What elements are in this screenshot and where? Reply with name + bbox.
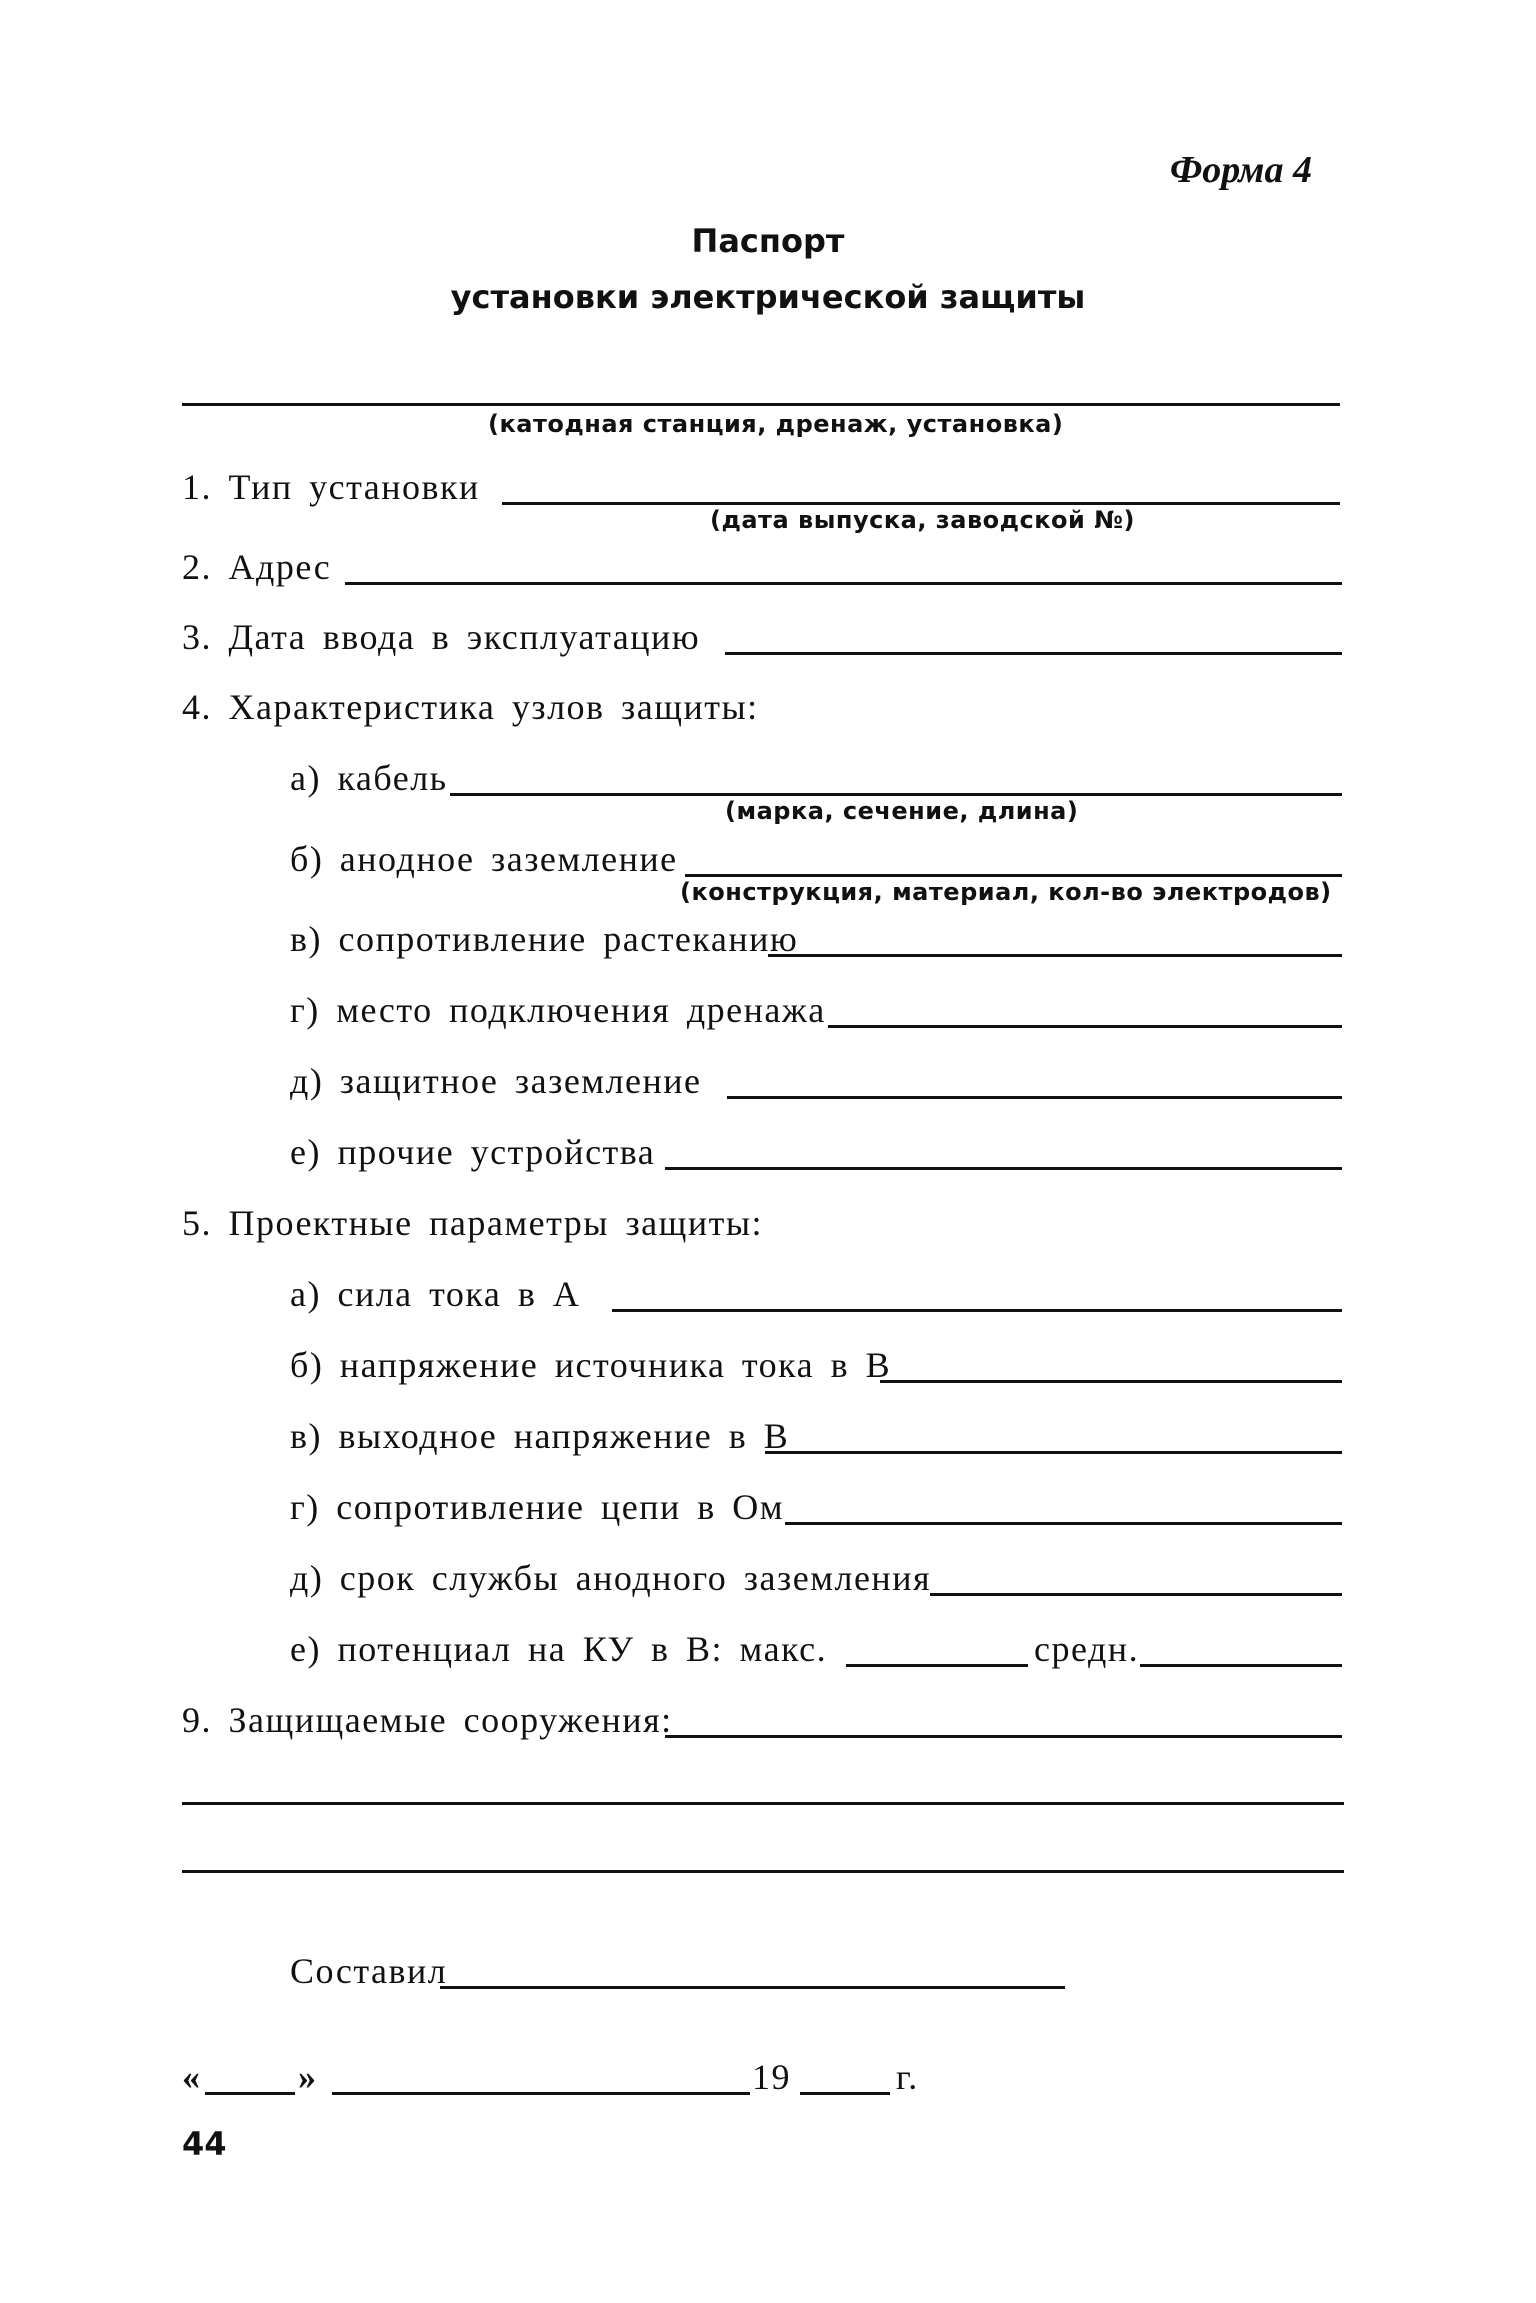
item-5d-label: д) срок службы анодного заземления bbox=[290, 1558, 932, 1598]
page-number: 44 bbox=[182, 2125, 227, 2163]
item-4-label: 4. Характеристика узлов защиты: bbox=[182, 687, 759, 727]
compiled-by-label: Составил bbox=[290, 1951, 448, 1991]
item-4b-line[interactable] bbox=[685, 874, 1342, 877]
item-4a-label: а) кабель bbox=[290, 758, 448, 798]
item-4e-label: е) прочие устройства bbox=[290, 1132, 656, 1172]
date-year-prefix: 19 bbox=[752, 2057, 791, 2097]
date-day-line[interactable] bbox=[205, 2092, 295, 2095]
compiled-by-line[interactable] bbox=[440, 1986, 1065, 1989]
item-4b-label: б) анодное заземление bbox=[290, 839, 678, 879]
item-5a-label: а) сила тока в А bbox=[290, 1274, 581, 1314]
item-9-label: 9. Защищаемые сооружения: bbox=[182, 1700, 673, 1740]
item-4d-label: д) защитное заземление bbox=[290, 1061, 702, 1101]
item-4b-caption: (конструкция, материал, кол-во электродов) bbox=[680, 878, 1332, 906]
item-5v-label: в) выходное напряжение в В bbox=[290, 1416, 790, 1456]
item-5e-label: е) потенциал на КУ в В: макс. bbox=[290, 1629, 828, 1669]
date-year-suffix: г. bbox=[896, 2057, 919, 2097]
item-5e-mid-label: средн. bbox=[1034, 1629, 1140, 1669]
item-1-label: 1. Тип установки bbox=[182, 467, 480, 507]
item-3-line[interactable] bbox=[725, 652, 1342, 655]
item-5e-avg-line[interactable] bbox=[1140, 1664, 1342, 1667]
item-1-line[interactable] bbox=[502, 502, 1340, 505]
item-4a-caption: (марка, сечение, длина) bbox=[725, 797, 1079, 825]
item-4g-line[interactable] bbox=[828, 1025, 1342, 1028]
item-9-line-2[interactable] bbox=[182, 1802, 1344, 1805]
item-5e-max-line[interactable] bbox=[846, 1664, 1028, 1667]
item-4g-label: г) место подключения дренажа bbox=[290, 990, 826, 1030]
item-4e-line[interactable] bbox=[665, 1167, 1342, 1170]
page-title: Паспорт bbox=[691, 222, 845, 260]
form-label: Форма 4 bbox=[1170, 149, 1312, 191]
date-quote-close: » bbox=[298, 2057, 318, 2097]
station-type-line[interactable] bbox=[182, 403, 1340, 406]
item-5g-line[interactable] bbox=[785, 1522, 1342, 1525]
date-month-line[interactable] bbox=[332, 2092, 750, 2095]
item-5-label: 5. Проектные параметры защиты: bbox=[182, 1203, 764, 1243]
item-1-caption: (дата выпуска, заводской №) bbox=[710, 506, 1136, 534]
item-5g-label: г) сопротивление цепи в Ом bbox=[290, 1487, 785, 1527]
station-type-caption: (катодная станция, дренаж, установка) bbox=[488, 410, 1064, 438]
item-5a-line[interactable] bbox=[612, 1309, 1342, 1312]
item-2-line[interactable] bbox=[345, 582, 1342, 585]
item-5b-line[interactable] bbox=[880, 1380, 1342, 1383]
date-quote-open: « bbox=[182, 2057, 202, 2097]
item-4a-line[interactable] bbox=[450, 793, 1342, 796]
item-9-line[interactable] bbox=[665, 1735, 1342, 1738]
item-2-label: 2. Адрес bbox=[182, 547, 332, 587]
item-4d-line[interactable] bbox=[727, 1096, 1342, 1099]
date-year-line[interactable] bbox=[800, 2092, 890, 2095]
item-9-line-3[interactable] bbox=[182, 1870, 1344, 1873]
item-5d-line[interactable] bbox=[930, 1593, 1342, 1596]
item-5v-line[interactable] bbox=[765, 1451, 1342, 1454]
item-5b-label: б) напряжение источника тока в В bbox=[290, 1345, 892, 1385]
item-4v-line[interactable] bbox=[768, 954, 1342, 957]
page-subtitle: установки электрической защиты bbox=[450, 278, 1086, 316]
item-3-label: 3. Дата ввода в эксплуатацию bbox=[182, 617, 701, 657]
item-4v-label: в) сопротивление растеканию bbox=[290, 919, 799, 959]
